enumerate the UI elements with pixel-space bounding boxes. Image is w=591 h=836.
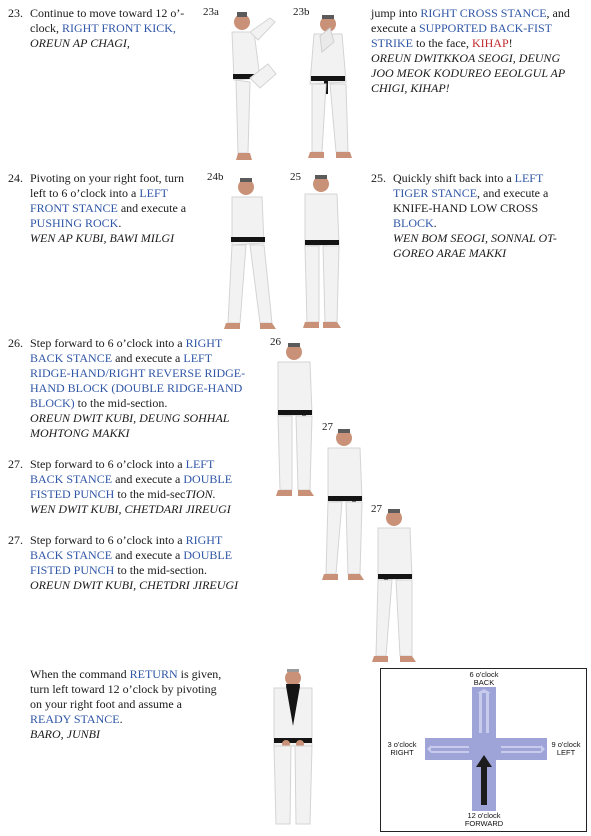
step-number: 26. (8, 336, 23, 350)
technique-name: FRONT STANCE (30, 201, 118, 215)
step-23 (8, 6, 198, 51)
technique-name: RIGHT FRONT KICK, (62, 21, 176, 35)
step-number: 27. (8, 457, 23, 471)
direction-label-back: 6 o'clock BACK (469, 670, 499, 687)
photo-23b-back-fist (300, 12, 358, 164)
step-text: KNIFE-HAND LOW CROSS (393, 201, 539, 215)
step-text: Continue to move toward 12 o’- (30, 6, 185, 20)
step-text: . (119, 712, 123, 726)
step-number: 24. (8, 171, 23, 185)
step-number: 27. (8, 533, 23, 547)
direction-diagram (380, 668, 587, 832)
step-23-continued (371, 6, 586, 96)
technique-name: LEFT (183, 351, 213, 365)
photo-23a-front-kick (220, 8, 280, 168)
technique-name: FISTED PUNCH (30, 563, 115, 577)
technique-name: SUPPORTED BACK-FIST (418, 21, 552, 35)
photo-27a-double-fisted-punch (322, 426, 370, 584)
technique-name: RIDGE-HAND/RIGHT REVERSE RIDGE- (30, 366, 246, 380)
korean-term: OREUN AP CHAGI, (30, 36, 130, 50)
technique-name: BLOCK (393, 216, 434, 230)
step-number: 23. (8, 6, 23, 20)
korean-term: WEN BOM SEOGI, SONNAL OT- (393, 231, 557, 245)
step-text: to the mid-sec (114, 487, 186, 501)
technique-name: DOUBLE (183, 548, 233, 562)
direction-label-forward: 12 o'clock FORWARD (464, 811, 504, 828)
korean-term: OREUN DWIT KUBI, DEUNG SOHHAL (30, 411, 230, 425)
step-text: Step forward to 6 o’clock into a (30, 533, 186, 547)
technique-name: RIGHT (185, 533, 223, 547)
kihap-text: KIHAP (471, 36, 509, 50)
technique-name: READY STANCE (30, 712, 120, 726)
technique-name: LEFT (185, 457, 215, 471)
step-text: Step forward to 6 o’clock into a (30, 336, 186, 350)
step-text: is given, (177, 667, 222, 681)
photo-24b-pushing-rock (220, 175, 278, 335)
step-text: execute a (371, 21, 419, 35)
korean-term: GOREO ARAE MAKKI (393, 246, 507, 260)
photo-27b-double-fisted-punch (370, 506, 422, 666)
photo-label: 24b (207, 171, 224, 183)
photo-25-tiger-stance (297, 172, 349, 334)
step-27b (8, 533, 268, 593)
korean-term: OREUN DWIT KUBI, CHETDRI JIREUGI (30, 578, 239, 592)
photo-26-ridge-hand-block (272, 340, 322, 500)
technique-name: DOUBLE (183, 472, 233, 486)
step-text: on your right foot and assume a (30, 697, 182, 711)
step-25 (371, 171, 586, 261)
step-text: TION. (185, 487, 216, 501)
technique-name: BACK STANCE (30, 351, 113, 365)
step-text: and execute a (117, 201, 187, 215)
korean-term: BARO, JUNBI (30, 727, 100, 741)
return-instruction (30, 667, 260, 742)
korean-term: WEN DWIT KUBI, CHETDARI JIREUGI (30, 502, 231, 516)
step-text: and execute a (112, 472, 184, 486)
photo-label: 25 (290, 171, 301, 183)
korean-term: OREUN DWITKKOA SEOGI, DEUNG (371, 51, 561, 65)
technique-name: TIGER STANCE (393, 186, 478, 200)
step-text: When the command (30, 667, 130, 681)
korean-term: CHIGI, KIHAP! (371, 81, 450, 95)
step-text: . (118, 216, 122, 230)
step-text: and execute a (112, 351, 184, 365)
technique-name: FISTED PUNCH (30, 487, 115, 501)
step-text: Step forward to 6 o’clock into a (30, 457, 186, 471)
step-text: Quickly shift back into a (393, 171, 515, 185)
step-text: , and execute a (477, 186, 549, 200)
direction-label-left: 9 o'clock LEFT (551, 740, 581, 757)
step-text: left to 6 o’clock into a (30, 186, 140, 200)
command-name: RETURN (129, 667, 178, 681)
photo-label: 26 (270, 336, 281, 348)
korean-term: JOO MEOK KODUREO EEOLGUL AP (371, 66, 566, 80)
step-text: , and (546, 6, 570, 20)
step-text: Pivoting on your right foot, turn (30, 171, 184, 185)
step-text: clock, (30, 21, 62, 35)
step-text: to the mid-section. (74, 396, 168, 410)
photo-label: 27 (322, 421, 333, 433)
technique-name: RIGHT (185, 336, 223, 350)
photo-label: 23b (293, 6, 310, 18)
photo-ready-stance (266, 666, 320, 831)
technique-name: LEFT (139, 186, 168, 200)
photo-label: 23a (203, 6, 219, 18)
korean-term: WEN AP KUBI, BAWI MILGI (30, 231, 175, 245)
direction-cross (381, 669, 586, 831)
step-text: and execute a (112, 548, 184, 562)
technique-name: BACK STANCE (30, 472, 113, 486)
step-text: ! (508, 36, 513, 50)
photo-label: 27 (371, 503, 382, 515)
technique-name: STRIKE (371, 36, 413, 50)
step-24 (8, 171, 203, 246)
step-text: turn left toward 12 o’clock by pivoting (30, 682, 217, 696)
technique-name: BLOCK) (30, 396, 75, 410)
technique-name: PUSHING ROCK (30, 216, 119, 230)
technique-name: RIGHT CROSS STANCE (420, 6, 547, 20)
direction-label-right: 3 o'clock RIGHT (387, 740, 417, 757)
technique-name: BACK STANCE (30, 548, 113, 562)
step-text: jump into (371, 6, 421, 20)
technique-name: HAND BLOCK (DOUBLE RIDGE-HAND (30, 381, 243, 395)
step-number: 25. (371, 171, 386, 185)
korean-term: MOHTONG MAKKI (30, 426, 130, 440)
step-27a (8, 457, 268, 517)
step-text: . (433, 216, 437, 230)
step-text: to the mid-section. (114, 563, 208, 577)
technique-name: LEFT (514, 171, 544, 185)
step-26 (8, 336, 268, 441)
step-text: to the face, (413, 36, 472, 50)
